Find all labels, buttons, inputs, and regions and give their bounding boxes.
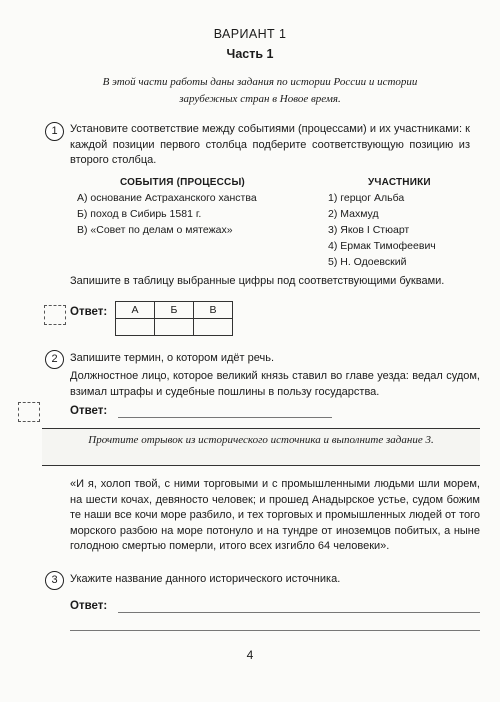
page-number: 4 [246, 648, 254, 662]
participants-column-header: УЧАСТНИКИ [368, 177, 431, 188]
answer-table-header: В [194, 302, 233, 319]
answer-line-3b[interactable] [70, 630, 480, 631]
variant-title: ВАРИАНТ 1 [213, 27, 287, 41]
events-column-header: СОБЫТИЯ (ПРОЦЕССЫ) [120, 177, 245, 188]
event-item: А) основание Астраханского ханства [77, 192, 257, 204]
event-item: Б) поход в Сибирь 1581 г. [77, 208, 202, 220]
part-intro: В этой части работы даны задания по истории России и истории зарубежных стран в Новое время. [102, 76, 418, 105]
answer-line-2[interactable] [118, 417, 332, 418]
part-title: Часть 1 [226, 47, 274, 61]
participant-item: 2) Махмуд [328, 208, 379, 220]
participant-item: 4) Ермак Тимофеевич [328, 240, 436, 252]
task2-text: Запишите термин, о котором идёт речь. [70, 352, 274, 364]
event-item: В) «Совет по делам о мятежах» [77, 224, 233, 236]
answer-table-1 [115, 301, 233, 336]
source-quote: «И я, холоп твой, с ними торговыми и с промышленными людьми шли морем, на шести кочах, девяносто человек; и прошед Анадырское устье, судом божим те наши все кочи море разбило, и тех торговых и промышленных людей от того морского разбою на море потонуло и на тундре от иноземцов побитых, а ныне голодною смертью померли, итого всех изгибло 64 человеки». [70, 478, 480, 552]
task-number-1: 1 [45, 122, 64, 141]
task2-definition: Должностное лицо, которое великий князь ставил во главе уезда: ведал судом, взимал штрафы и судебные пошлины в пользу государства. [70, 370, 480, 398]
answer-line-3[interactable] [118, 612, 480, 613]
answer-label-2: Ответ: [70, 405, 108, 417]
source-heading-box [42, 428, 480, 466]
task1-text: Установите соответствие между событиями (процессами) и их участниками: к каждой позиции первого столбца подберите соответствующую позицию из второго столбца. [70, 123, 470, 166]
answer-table-header: Б [155, 302, 194, 319]
answer-label-1: Ответ: [70, 306, 108, 318]
participants-list [328, 190, 478, 270]
task1-instruction: Запишите в таблицу выбранные цифры под соответствующими буквами. [70, 275, 445, 287]
participant-item: 3) Яков I Стюарт [328, 224, 410, 236]
participant-item: 5) Н. Одоевский [328, 256, 407, 268]
events-list [77, 190, 297, 238]
answer-label-3: Ответ: [70, 600, 108, 612]
answer-cell-a[interactable] [116, 319, 155, 336]
task-number-2: 2 [45, 350, 64, 369]
task3-text: Укажите название данного исторического источника. [70, 573, 341, 585]
score-box-2 [18, 402, 40, 422]
answer-cell-v[interactable] [194, 319, 233, 336]
answer-table-header: А [116, 302, 155, 319]
source-heading: Прочтите отрывок из исторического источника и выполните задание 3. [88, 434, 434, 446]
answer-cell-b[interactable] [155, 319, 194, 336]
task-number-3: 3 [45, 571, 64, 590]
score-box-1 [44, 305, 66, 325]
participant-item: 1) герцог Альба [328, 192, 405, 204]
